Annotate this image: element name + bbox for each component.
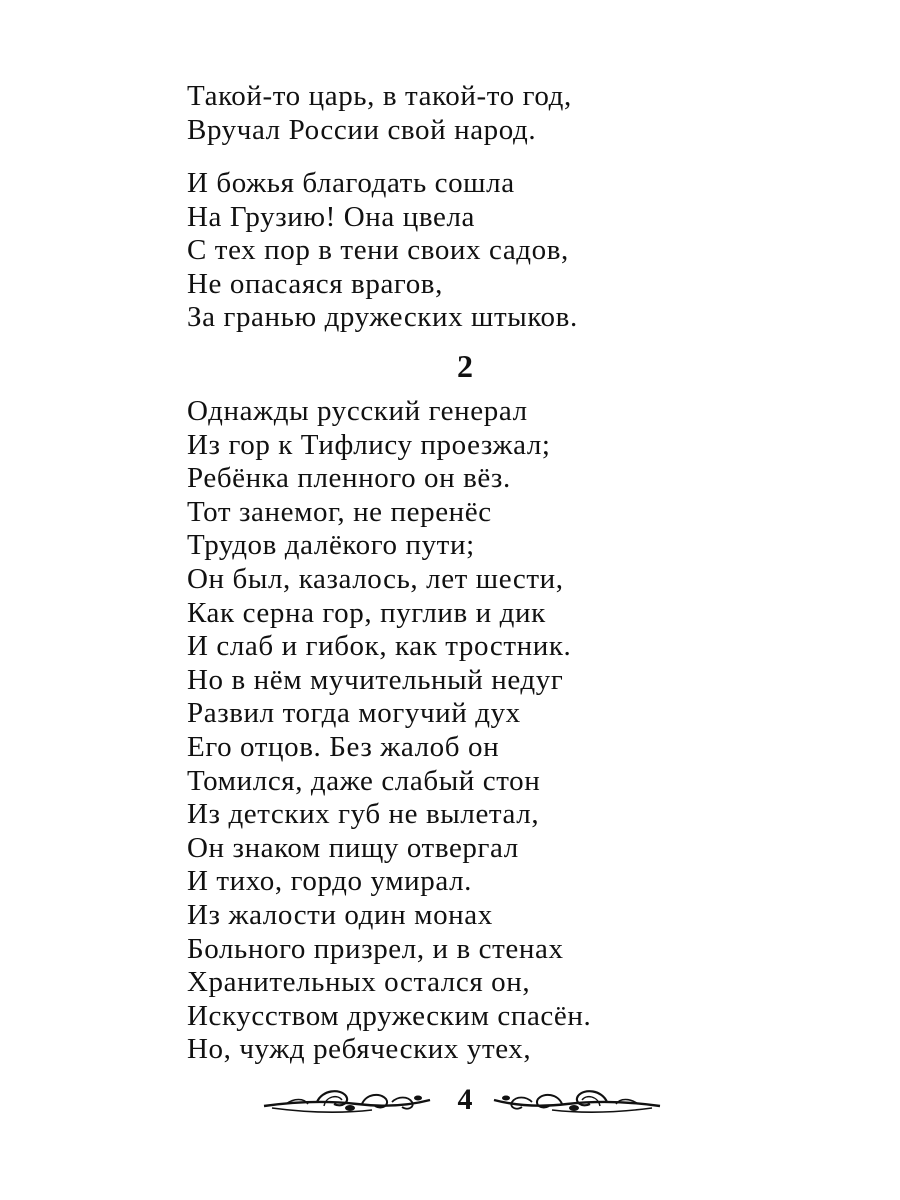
verse-line: Ребёнка пленного он вёз. (187, 462, 511, 495)
verse-line: Как серна гор, пуглив и дик (187, 596, 546, 629)
verse-line: Из гор к Тифлису проезжал; (187, 428, 551, 461)
verse-line: С тех пор в тени своих садов, (187, 234, 569, 267)
verse-line: Из детских губ не вылетал, (187, 798, 540, 831)
verse-line: Его отцов. Без жалоб он (187, 730, 500, 763)
verse-line: И божья благодать сошла (187, 167, 515, 199)
verse-line: За гранью дружеских штыков. (187, 301, 578, 334)
verse-line: Хранительных остался он, (187, 966, 531, 999)
verse-line: И слаб и гибок, как тростник. (187, 630, 572, 663)
verse-line: Такой-то царь, в такой-то год, (187, 80, 572, 112)
verse-line: Но, чужд ребяческих утех, (187, 1033, 532, 1066)
verse-line: Не опасаяся врагов, (187, 267, 443, 300)
verse-line: И тихо, гордо умирал. (187, 865, 473, 898)
verse-line: Он знаком пищу отвергал (187, 831, 519, 864)
verse-line: Трудов далёкого пути; (187, 529, 475, 562)
page-number: 4 (457, 1083, 473, 1116)
verse-line: Он был, казалось, лет шести, (187, 562, 564, 595)
verse-line: Больного призрел, и в стенах (187, 932, 564, 965)
flourish-ornament-icon (262, 1084, 432, 1118)
verse-line: Однажды русский генерал (187, 395, 528, 427)
section-number: 2 (457, 348, 473, 384)
page-footer (0, 1078, 900, 1128)
stanza-2 (187, 167, 578, 335)
verse-line: Тот занемог, не перенёс (187, 495, 492, 528)
verse-line: Томился, даже слабый стон (187, 764, 541, 797)
verse-line: На Грузию! Она цвела (187, 200, 476, 233)
stanza-3 (187, 395, 591, 1067)
verse-line: Из жалости один монах (187, 898, 493, 931)
flourish-ornament-icon (492, 1084, 662, 1118)
verse-line: Искусством дружеским спасён. (187, 999, 592, 1032)
verse-line: Вручал России свой народ. (187, 113, 537, 146)
verse-line: Развил тогда могучий дух (187, 697, 521, 730)
stanza-1 (187, 80, 572, 147)
verse-line: Но в нём мучительный недуг (187, 663, 564, 696)
